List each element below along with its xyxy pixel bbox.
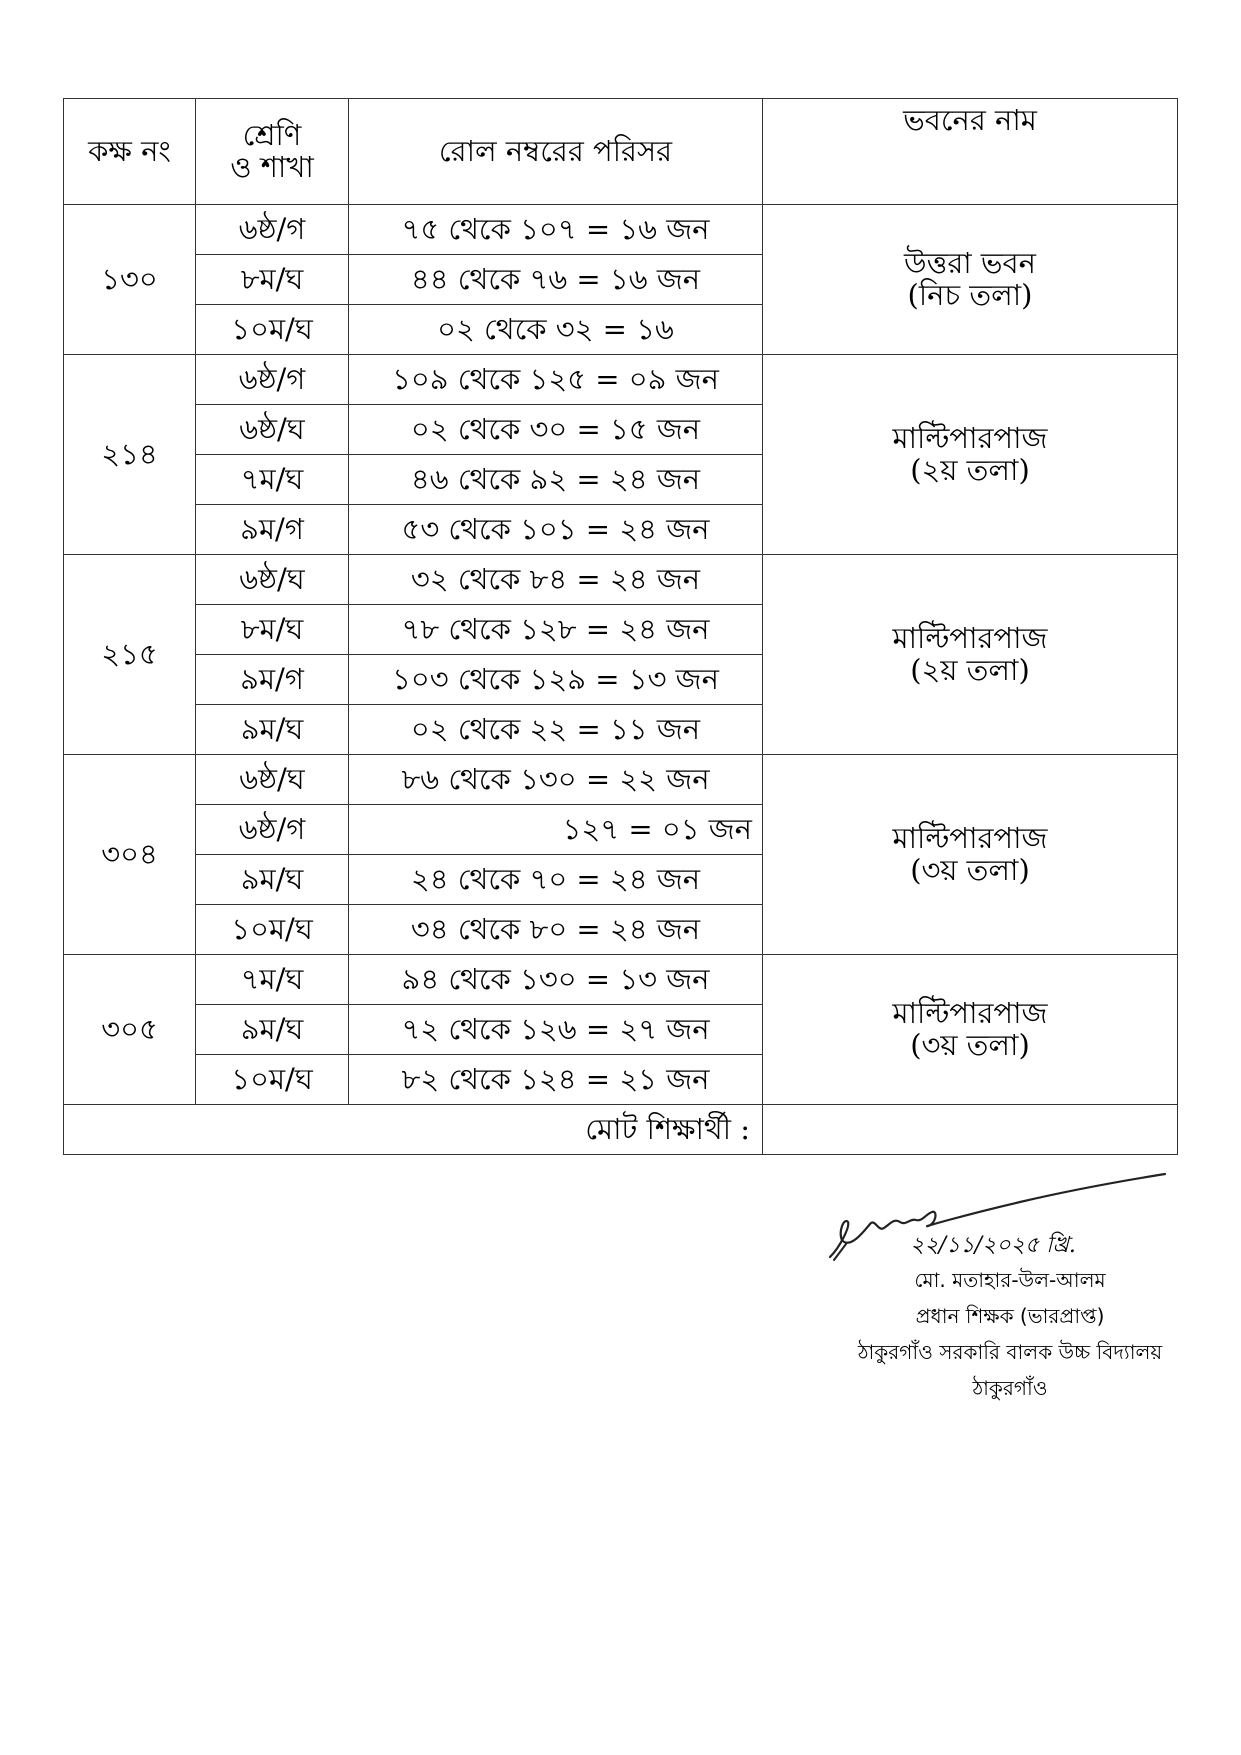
- roll-range: ৩২ থেকে ৮৪ = ২৪ জন: [349, 555, 763, 605]
- class-section: ৯ম/গ: [196, 505, 349, 555]
- roll-range: ৩৪ থেকে ৮০ = ২৪ জন: [349, 905, 763, 955]
- building-name-line1: মাল্টিপারপাজ: [892, 620, 1048, 655]
- roll-range: ৪৪ থেকে ৭৬ = ১৬ জন: [349, 255, 763, 305]
- building-floor: (২য় তলা): [910, 452, 1030, 487]
- institution-location: ঠাকুরগাঁও: [972, 1376, 1048, 1400]
- class-section: ৮ম/ঘ: [196, 255, 349, 305]
- room-number: ২১৫: [64, 555, 196, 755]
- roll-range: ৪৬ থেকে ৯২ = ২৪ জন: [349, 455, 763, 505]
- header-roll-range: রোল নম্বরের পরিসর: [349, 99, 763, 205]
- roll-range: ৭২ থেকে ১২৬ = ২৭ জন: [349, 1005, 763, 1055]
- room-number: ৩০৪: [64, 755, 196, 955]
- signatory-name: মো. মতাহার-উল-আলম: [914, 1268, 1106, 1292]
- building-name-line1: উত্তরা ভবন: [904, 245, 1036, 280]
- building-name-line1: মাল্টিপারপাজ: [892, 420, 1048, 455]
- room-number: ১৩০: [64, 205, 196, 355]
- roll-range: ৫৩ থেকে ১০১ = ২৪ জন: [349, 505, 763, 555]
- building-floor: (২য় তলা): [910, 652, 1030, 687]
- building-name: [763, 355, 1178, 555]
- header-class-line1: শ্রেণি: [242, 117, 302, 152]
- total-students-value: [763, 1105, 1178, 1155]
- building-name: [763, 205, 1178, 355]
- class-section: ১০ম/ঘ: [196, 305, 349, 355]
- header-class: [196, 99, 349, 205]
- roll-range: ০২ থেকে ৩০ = ১৫ জন: [349, 405, 763, 455]
- class-section: ১০ম/ঘ: [196, 905, 349, 955]
- building-floor: (৩য় তলা): [910, 852, 1030, 887]
- roll-range: ০২ থেকে ২২ = ১১ জন: [349, 705, 763, 755]
- class-section: ৬ষ্ঠ/গ: [196, 805, 349, 855]
- room-number: ২১৪: [64, 355, 196, 555]
- roll-range: ৯৪ থেকে ১৩০ = ১৩ জন: [349, 955, 763, 1005]
- class-section: ৬ষ্ঠ/ঘ: [196, 405, 349, 455]
- table-row: [64, 205, 1178, 255]
- class-section: ১০ম/ঘ: [196, 1055, 349, 1105]
- table-row: [64, 355, 1178, 405]
- roll-range: ১০৯ থেকে ১২৫ = ০৯ জন: [349, 355, 763, 405]
- building-floor: (নিচ তলা): [907, 277, 1033, 312]
- building-name: [763, 955, 1178, 1105]
- table-row: [64, 955, 1178, 1005]
- signature-date: ২২/১১/২০২৫ খ্রি.: [910, 1233, 1076, 1258]
- class-section: ৬ষ্ঠ/গ: [196, 205, 349, 255]
- class-section: ৯ম/গ: [196, 655, 349, 705]
- roll-range: ৭৮ থেকে ১২৮ = ২৪ জন: [349, 605, 763, 655]
- total-students-label: মোট শিক্ষার্থী :: [64, 1105, 763, 1155]
- class-section: ৭ম/ঘ: [196, 455, 349, 505]
- building-name: [763, 555, 1178, 755]
- building-name: [763, 755, 1178, 955]
- header-room: কক্ষ নং: [64, 99, 196, 205]
- class-section: ৬ষ্ঠ/গ: [196, 355, 349, 405]
- roll-range: ৭৫ থেকে ১০৭ = ১৬ জন: [349, 205, 763, 255]
- signatory-designation: প্রধান শিক্ষক (ভারপ্রাপ্ত): [915, 1304, 1105, 1328]
- table-row: [64, 555, 1178, 605]
- institution-name: ঠাকুরগাঁও সরকারি বালক উচ্চ বিদ্যালয়: [857, 1340, 1163, 1364]
- building-name-line1: মাল্টিপারপাজ: [892, 995, 1048, 1030]
- total-row: [64, 1105, 1178, 1155]
- room-number: ৩০৫: [64, 955, 196, 1105]
- class-section: ৯ম/ঘ: [196, 855, 349, 905]
- roll-range: ৮২ থেকে ১২৪ = ২১ জন: [349, 1055, 763, 1105]
- table-header-row: [64, 99, 1178, 205]
- class-section: ৬ষ্ঠ/ঘ: [196, 555, 349, 605]
- class-section: ৬ষ্ঠ/ঘ: [196, 755, 349, 805]
- roll-range: ৮৬ থেকে ১৩০ = ২২ জন: [349, 755, 763, 805]
- roll-range: ২৪ থেকে ৭০ = ২৪ জন: [349, 855, 763, 905]
- header-class-line2: ও শাখা: [230, 149, 314, 184]
- seat-plan-table: [63, 98, 1178, 1155]
- table-row: [64, 755, 1178, 805]
- building-floor: (৩য় তলা): [910, 1027, 1030, 1062]
- building-name-line1: মাল্টিপারপাজ: [892, 820, 1048, 855]
- roll-range: ১২৭ = ০১ জন: [349, 805, 763, 855]
- roll-range: ০২ থেকে ৩২ = ১৬: [349, 305, 763, 355]
- signatory-block: [800, 1262, 1220, 1406]
- class-section: ৯ম/ঘ: [196, 1005, 349, 1055]
- class-section: ৯ম/ঘ: [196, 705, 349, 755]
- class-section: ৭ম/ঘ: [196, 955, 349, 1005]
- header-building: ভবনের নাম: [763, 99, 1178, 205]
- roll-range: ১০৩ থেকে ১২৯ = ১৩ জন: [349, 655, 763, 705]
- class-section: ৮ম/ঘ: [196, 605, 349, 655]
